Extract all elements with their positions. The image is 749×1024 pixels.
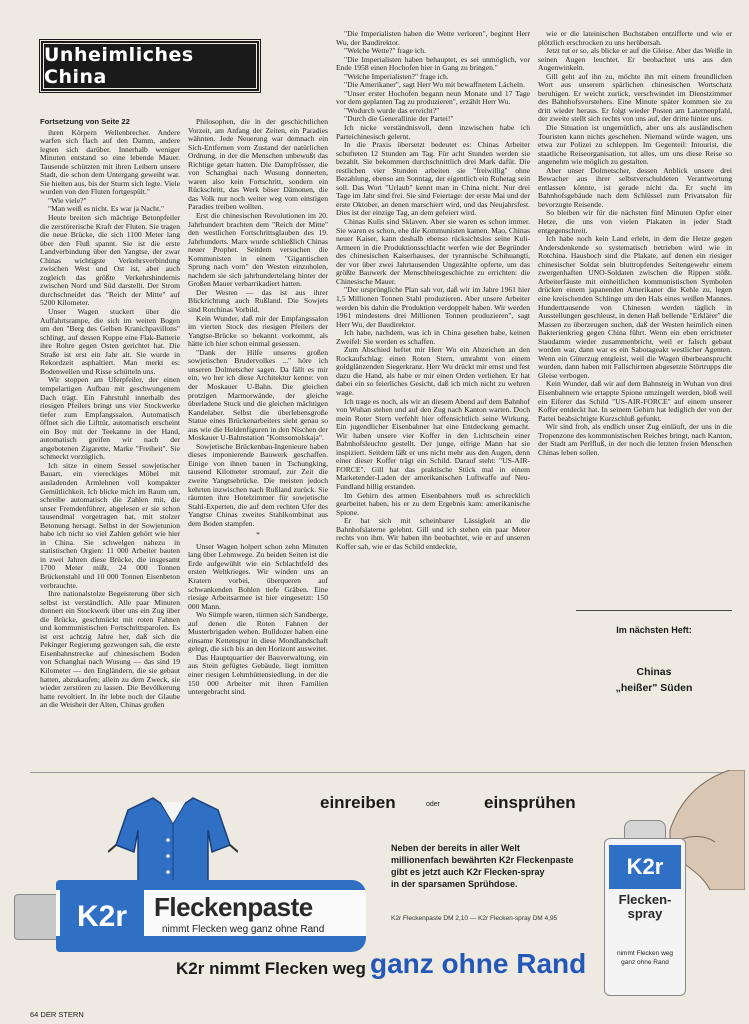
ad-body-line: gibt es jetzt auch K2r Flecken-spray [391, 867, 545, 877]
article-paragraph: "Wie viele?" [48, 195, 87, 205]
page-footer: 64 DER STERN [30, 1010, 84, 1019]
fleckenspray-can [604, 820, 684, 995]
ad-body-line: Neben der bereits in aller Welt [391, 843, 520, 853]
ad-price-line: K2r Fleckenpaste DM 2,10 — K2r Flecken-spray DM 4,95 [391, 915, 558, 922]
article-paragraph: Ich nicke verständnisvoll, denn inzwischen habe ich Parteichinesisch gelernt. [336, 123, 530, 141]
shirt-illustration [108, 790, 238, 890]
tube-logo: K2r [60, 886, 144, 948]
col2-paragraphs [188, 118, 328, 697]
spray-logo: K2r [609, 845, 681, 889]
next-issue-title [576, 664, 732, 696]
spray-can-body [604, 838, 686, 996]
article-paragraph: Ich habe, nachdem, was ich in China gesehen habe, keinen Zweifel: Sie werden es schaffen. [336, 328, 530, 346]
fleckenpaste-tube [14, 880, 366, 954]
next-issue-title-line1: Chinas [636, 666, 672, 678]
article-paragraph: ihren Körpern Wellenbrecher. Andere warfen sich flach auf den Damm, andere legten sich darüber. Innerhalb weniger Minuten entstand so eine lebende Mauer. Tausende schützten mit ihren Leibern unsere Stadt, die schon dem Untergang geweiht war. Sie hielten aus, bis der Sturm sich legte. Viele wurden von den Fluten fortgespült." [40, 127, 180, 197]
article-paragraph: Wir stoppen am Uferpfeiler, der einen tempelartigen Aufbau mit geschwungenem Dach trägt. Ein Fahrstuhl innerhalb des riesigen Pfeilers bringt uns vier Stockwerke tiefer zum Empfangssalon. Automatisch öffnet sich die Lifttür, automatisch erscheint ein Boy mit der Teekanne in der Hand, automatisch greifen wir nach der angebotenen Zigarette, Marke "Freiheit". Sie schmeckt vorzüglich. [40, 375, 180, 462]
article-paragraph: Zum Abschied heftet mir Herr Wu ein Abzeichen an den Rockaufschlag: einen Roten Stern, umrahmt von einem goldglänzenden Siegerkranz. Herr Wu drückt mir ernst und fest dazu die Hand, als habe er mir einen Orden verliehen. Er hat dabei ein so feierliches Gesicht, daß ich mich nicht zu wehren wage. [336, 345, 530, 397]
next-issue-title-line2: „heißer" Süden [615, 682, 693, 694]
article-paragraph: Unser Wagen holpert schon zehn Minuten lang über Lehmwege. Zu beiden Seiten ist die Erde aufgewühlt wie ein Schlachtfeld des ersten Weltkrieges. Wir winden uns an Kratern vorbei, überqueren auf schwankenden Bohlen tiefe Gräben. Eine riesige Arbeitsarmee ist hier eingesetzt: 150 000 Mann. [188, 541, 328, 611]
article-column-4 [538, 30, 732, 604]
article-paragraph: Unser Wagen stuckert über die Auffahrtsrampe, die sich im weiten Bogen um den "Berg des Gelben Kranichpavillons" schlingt, auf dessen Kuppe eine Flak-Batterie ihre Rohre gegen Osten gerichtet hat. Die Straße ist erst ein Jahr alt. Sie wurde in Rekordzeit asphaltiert. Man merkt es: Bodenwellen und Risse schütteln uns. [40, 307, 180, 376]
article-paragraph: Ich habe noch kein Land erlebt, in dem die Hetze gegen Andersdenkende so systematisch betrieben wird wie in Rotchina. Haushoch sind die Plakate, auf denen ein riesiger chinesischer Soldat sein bluttropfendes Seitengewehr einem zwergenhaften UNO-Soldaten zwischen die Rippen stößt. Arbeiterfäuste mit einheitlichen kommunistischen Symbolen drücken einem japanenden Amerikaner die Kehle zu, legen eine kreischenden Schlinge um den Hals eines weißen Mannes. Hunderttausende von Chinesen werden täglich in Ausstellungen geschleust, in denen Haß bellende "Erklärer" die Massen zu überzeugen suchen, daß der Westen heimlich einen Bakterienkrieg gegen China führt. Wenn ein eben errichteter Staudamm wieder zusammenbricht, weil er falsch gebaut worden war, dann war es ein Sabotageakt westlicher Agenten. Wenn ein Güterzug entgleist, weil die Wagen überbeansprucht wurden, dann haben mit Fallschirmen abgesetzte Störtrupps die Gleise verbogen. [538, 234, 732, 380]
article-paragraph: Ich trage es noch, als wir an diesem Abend auf dem Bahnhof von Wuhan stehen und auf den Zug nach Kanton warten. Doch mein Roter Stern verfehlt hier offensichtlich seine Wirkung. Ein jugendlicher Eisenbahner hat eine Entdeckung gemacht. Wir haben unsere vier Koffer in den Lichtschein einer Bahnhofsleuchte gestellt. Der junge, eifrige Mann hat sie inspiziert. Seitdem läßt er uns nicht mehr aus den Augen, denn einer dieser Koffer trägt ein Schild. Darauf steht: "US-AIR-FORCE". Gill hat das praktische Stück mal in einem Marketender-Laden der amerikanischen Luftwaffe auf Neu-Fundland billig erstanden. [336, 396, 530, 491]
article-paragraph: Kein Wunder, daß mir der Empfangssalon im vierten Stock des riesigen Pfeilers der Yangtse-Brücke so bekannt vorkommt, als hätte ich hier schon einmal gesessen. [188, 313, 328, 349]
tube-product-name: Fleckenpaste [154, 892, 313, 922]
article-column-1 [40, 118, 180, 770]
tube-subline: nimmt Flecken weg ganz ohne Rand [162, 924, 325, 935]
article-paragraph: Aber unser Dolmetscher, dessen Anblick unsere drei Bewacher aus ihrer selbstverschuldeten Verantwortung entlassen könnte, ist gerade nicht da. Er sucht im Bahnhofsgebäude nach dem Schlüssel zum Privatsalon für bevorzugte Reisende. [538, 165, 732, 209]
article-paragraph: * [256, 530, 260, 540]
article-paragraph: Er hat sich mit scheinbarer Lässigkeit an die Bahnhofslaterne gelehnt. Gill und ich stehen ein paar Meter rechts von ihm. Wir haben ihn beobachtet, wie er auf unseren Koffer sah, wie er das Schild entdeckte, [336, 516, 530, 551]
spray-sub-line2: ganz ohne Rand [621, 959, 669, 966]
article-paragraph: Heute breiten sich mächtige Betonpfeiler die zerstörerische Kraft der Fluten. Sie tragen die neue Brücke, die sich 1100 Meter lang über den Fluß spannt. Sie ist die erste Landverbindung über den Yangtse, der zwar Chinas wichtigste Verkehrsverbindung zwischen West und Ost ist, aber auch zugleich das größte Verkehrshindernis zwischen Nord und Süd darstellt. Der Strom durchschneidet das "Reich der Mitte" auf 5200 Kilometer. [40, 213, 180, 308]
article-paragraph: Ihre nationalstolze Begeisterung über sich selbst ist verständlich. Alle paar Minuten donnert ein Stockwerk über uns ein Zug über die Brücke, geschmückt mit roten Fahnen und kommunistischen Fortschrittsparolen. Es ist erst achtzig Jahre her, daß sich die Pekinger Regierung gezwungen sah, die erste Eisenbahnstrecke auf chinesischem Boden von Schanghai nach Wusung — das sind 19 Kilometer — den Engländern, die sie gebaut hatten, abzukaufen; allein zu dem Zweck, sie wieder zerstören zu lassen. Die Bevölkerung hatte revoltiert. In ihr lebte noch der Glaube an die Weisheit der Alten, Chinas großen [40, 589, 180, 710]
ad-body-line: in der sparsamen Sprühdose. [391, 879, 518, 889]
next-issue-label: Im nächsten Heft: [616, 625, 692, 635]
article-paragraph: Jetzt tut er so, als blicke er auf die Gleise. Aber das Weiße in seinen Augen leuchtet. Er beobachtet uns aus den Augenwinkeln. [538, 46, 732, 73]
article-paragraph: Im Gehirn des armen Eisenbahners muß es schrecklich gearbeitet haben, bis er zu dem Ergebnis kam: amerikanische Spione. [336, 490, 530, 517]
continued-note: Fortsetzung von Seite 22 [40, 118, 130, 126]
article-paragraph: "Welche Wette?" frage ich. [344, 46, 426, 56]
article-paragraph: "Wodurch wurde das erreicht?" [344, 105, 440, 115]
article-paragraph: "Welche Imperialisten?" frage ich. [344, 71, 449, 81]
col1-paragraphs [40, 129, 180, 710]
col3-paragraphs [336, 30, 530, 551]
next-issue-box [576, 610, 732, 756]
article-paragraph: Sowjetische Brückenbau-Ingenieure haben dieses imponierende Bauwerk geschaffen. Einige von ihnen bauen in Tschungking, tausend Kilometer stromauf, zur Zeit die zweite Yangtsebrücke. Die meisten jedoch kehrten inzwischen nach Rußland zurück. Sie räumten ihre Hotelzimmer für sowjetische Stahl-Experten, die auf dem rechten Ufer des Yangtse Chinas zweites Stahlkombinat aus dem Boden stampfen. [188, 441, 328, 528]
article-paragraph: "Dank der Hilfe unseres großen sowjetischen Brudervolkes ..." höre ich unseren Dolmetscher sagen. Da fällt es mir ein, wo her ich diese Architektur kenne: von der Moskauer U-Bahn. Die gleichen protzigen Marmorwände, der gleiche überladene Stuck und die gleichen mächtigen Kandelaber. Selbst die überlebensgroße Statue eines Brückenarbeiters sieht genau so aus wie die Heldenfiguren in den Nischen der Moskauer U-Bahnstation "Komsomolskaja". [188, 347, 328, 443]
article-paragraph: "Die Imperialisten haben die Wette verloren", beginnt Herr Wu, der Baudirektor. [336, 30, 530, 47]
article-paragraph: Philosophen, die in der geschichtlichen Vorzeit, am Anfang der Zeiten, ein Paradies wähnten. Jede Neuerung war demnach ein Sich-Entfernen vom Zustand der natürlichen Ordnung, in der die Menschen unbewußt das Richtige getan hatten. Die Dampfrösser, die von Schanghai nach Wusung donnerten, waren also kein Fortschritt, sondern ein Rückschritt, das Werk böser Dämonen, die das Volk nur noch weiter weg vom einstigen Paradies treiben wollten. [188, 118, 328, 212]
article-paragraph: So bleiben wir für die nächsten fünf Minuten Opfer einer Hetze, die uns von vielen Plakaten in jeder Stadt entgegenschreit. [538, 208, 732, 235]
spray-subline [609, 949, 681, 967]
article-paragraph: "Die Amerikaner", sagt Herr Wu mit bewaffnetem Lächeln. [344, 80, 525, 90]
article-paragraph: In die Praxis übersetzt bedeutet es: Chinas Arbeiter schufteten 12 Stunden am Tag. Für acht Stunden werden sie bezahlt. Sie bekommen durchschnittlich drei Mark dafür. Die restlichen vier Stunden arbeiten sie "freiwillig" ohne Bezahlung, ebenso am Sonntag, der eigentlich ein Ruhetag sein soll. Das Wort "Urlaub" kennt man in China nicht. Nur drei Tage im Jahr sind frei. Sie sind Feiertage: der erste Mai und der erste Oktober, an denen marschiert wird, und das Neujahrsfest. Dies ist der einzige Tag, an dem gefeiert wird. [336, 140, 530, 218]
spray-sub-line1: nimmt Flecken weg [617, 950, 673, 957]
ad-slogan-part1: K2r nimmt Flecken weg [176, 959, 366, 978]
ad-headline-einspruehen: einsprühen [484, 793, 576, 812]
article-paragraph: "Der ursprüngliche Plan sah vor, daß wir im Jahre 1961 hier 1,5 Millionen Tonnen Stahl produzieren. Aber unsere Arbeiter werden bis dahin die Produktion verdoppelt haben. Wir werden 1961 mindestens drei Millionen Tonnen produzieren", sagt Herr Wu, der Baudirektor. [336, 285, 530, 329]
article-paragraph: Chinas Kulis sind Sklaven. Aber sie waren es schon immer. Sie waren es schon, ehe die Kommunisten kamen. Mao, Chinas neuer Kaiser, kann deshalb ebenso rücksichtslos seine Kuli-Armeen in die Produktionsschlacht werfen wie der Begründer des chinesischen Kaiserhauses, der tyrannische Schihuangti, der vor über zwei Jahrtausenden Ungezählte opferte, um das größte Bauwerk der Menschheitsgeschichte zu errichten: die Chinesische Mauer. [336, 217, 530, 286]
article-paragraph: Gill geht auf ihn zu, möchte ihn mit einem freundlichen Wort aus unserem spärlichen chinesischen Wortschatz beruhigen. Er weicht zurück, verschwindet im Dienstzimmer des Bahnhofsvorstehers. Eine Minute später kommen sie zu dritt wieder heraus. Er folgt wieder Posten am Laternenpfahl, der zweite stellt sich rechts von uns auf, der dritte hinter uns. [538, 71, 732, 124]
ad-body-text [391, 842, 611, 890]
ad-headline-oder: oder [426, 801, 441, 808]
article-paragraph: Ich sitze in einem Sessel sowjetischer Bauart, ein viereckiges Möbel mit ausladenden Armlehnen voll kompakter Gemütlichkeit. Ich blicke mich im Raum um, schreibe automatisch die Zahlen mit, die unser Fremdenführer, abgelesen er sie schon tausendmal vorgetragen hat, mit stolzer Betonung hersagt. Selbst in der Sowjetunion habe ich nicht so viel Zahlen gehört wie hier in China. Sie schwelgen nahezu in statistischen Orgien: 11 000 Arbeiter bauten in zwei Jahren diese Brücke, die insgesamt 1700 Meter mißt, 24 000 Tonnen Brückenstahl und 10 000 Tonnen Eisenbeton verbrauchte. [40, 460, 180, 590]
article-paragraph: Wir sind froh, als endlich unser Zug einläuft, der uns in die Tropenzone des kommunistischen Reiches bringt, nach Kanton, der Stadt am Perlfluß, in der noch die letzten freien Menschen Chinas leben sollen. [538, 422, 732, 457]
spray-name-line1: Flecken- [618, 892, 672, 907]
article-paragraph: Erst die chinesischen Revolutionen im 20. Jahrhundert brachten dem "Reich der Mitte" den westlichen Fortschrittsglauben des 19. Jahrhunderts. Marx wurde schließlich Chinas neuer Prophet. Seitdem versuchen die Kommunisten in einem "Gigantischen Sprung nach vorn" den Westen einzuholen, nachdem sie sich jahrhundertelang hinter der Großen Mauer verbarrikadiert hatten. [188, 211, 328, 289]
col4-paragraphs [538, 30, 732, 457]
spray-name-line2: spray [627, 906, 663, 921]
article-paragraph: "Unser erster Hochofen begann neun Monate und 17 Tage vor dem geplanten Tag zu produzieren", erzählt Herr Wu. [336, 88, 530, 107]
spray-product-name [609, 893, 681, 921]
ad-slogan-part2: ganz ohne Rand [370, 948, 587, 979]
ad-body-line: millionenfach bewährten K2r Fleckenpaste [391, 855, 574, 865]
article-title: Unheimliches China [40, 40, 260, 92]
tube-cap [14, 894, 60, 940]
ad-divider [30, 772, 730, 773]
article-paragraph: Das Hauptquartier der Bauverwaltung, ein aus Stein gefügtes Gebäude, liegt inmitten einer riesigen Lehmhüttensiedlung, in der die 150 000 Arbeiter mit ihren Familien untergebracht sind. [188, 652, 328, 697]
article-paragraph: "Durch die Generallinie der Partei!" [344, 114, 454, 124]
article-paragraph: wie er die lateinischen Buchstaben entzifferte und wie er plötzlich erschrocken zu uns herübersah. [538, 30, 732, 47]
article-paragraph: Wo Sümpfe waren, türmen sich Sandberge, auf denen die Roten Fahnen der Musterbrigaden wehen. Bulldozer haben eine einsame Kettenspur in diese Mondlandschaft gelegt, die sich bis an den Horizont ausweitet. [188, 610, 328, 654]
article-column-2 [188, 118, 328, 770]
article-column-3 [336, 30, 530, 770]
article-paragraph: Kein Wunder, daß wir auf dem Bahnsteig in Wuhan von drei Eisenbahnern wie ertappte Spione umzingelt werden, bloß weil ein Eiferer das Schild "US-AIR-FORCE" auf einem unserer Koffer entdeckt hat. In seinem Gehirn hat lediglich der von der Partei beabsichtigte Kurzschluß gefunkt. [538, 379, 732, 423]
article-paragraph: "Man weiß es nicht. Es war ja Nacht." [48, 204, 165, 214]
article-paragraph: "Die Imperialisten haben behauptet, es sei unmöglich, vor Ende 1958 einen Hochofen hier in Gang zu bringen." [336, 54, 530, 73]
ad-headline-einreiben: einreiben [320, 793, 396, 812]
article-paragraph: Der Westen — das ist aus ihrer Blickrichtung auch Rußland. Die Sowjets sind Rotchinas Vorbild. [188, 287, 328, 315]
article-paragraph: Die Situation ist ungemütlich, aber uns als ausländischen Touristen kann nichts geschehen. Niemand würde wagen, uns etwa zur Polizei zu schleppen. Im Gegenteil: Intourist, die staatliche Reiseorganisation, tut alles, um uns diese Reise so angenehm wie möglich zu gestalten. [538, 123, 732, 167]
